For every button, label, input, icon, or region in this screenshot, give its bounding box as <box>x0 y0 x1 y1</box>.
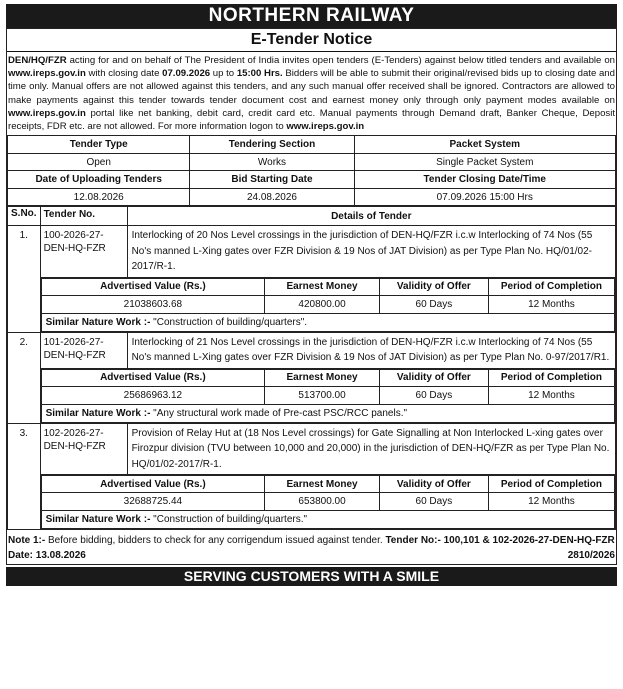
earnest-money: 653800.00 <box>265 493 380 511</box>
header-tendering-section: Tendering Section <box>190 136 354 154</box>
notice-body <box>6 28 617 565</box>
tender-number: 100-2026-27-DEN-HQ-FZR <box>40 226 127 278</box>
intro-site-link[interactable]: www.ireps.gov.in <box>8 68 86 80</box>
header-closing-date: Tender Closing Date/Time <box>354 171 615 189</box>
upload-date-value: 12.08.2026 <box>8 189 190 206</box>
period-of-completion: 12 Months <box>488 493 614 511</box>
validity-of-offer: 60 Days <box>379 493 488 511</box>
tender-notice <box>6 4 617 586</box>
tender-description: Interlocking of 20 Nos Level crossings in the jurisdiction of DEN-HQ/FZR i.c.w Interlocking of 74 Nos (55 No's manned L-Xing gates over FZR Division & 19 Nos of JAT Division) as per Type Plan No. HQ/01/02-2017/R-1. <box>127 226 615 278</box>
header-earnest-money: Earnest Money <box>265 476 380 493</box>
header-bid-start-date: Bid Starting Date <box>190 171 354 189</box>
tender-value-table <box>41 475 615 529</box>
header-validity: Validity of Offer <box>379 476 488 493</box>
tender-description: Interlocking of 21 Nos Level crossings in the jurisdiction of DEN-HQ/FZR i.c.w Interlocking of 74 Nos (55 No's manned L-Xing gates over FZR Division & 19 Nos of JAT Division) as per Type Plan No. 0-97/2017/R1. <box>127 332 615 368</box>
tender-sno: 1. <box>8 226 41 333</box>
similar-nature-work <box>41 404 614 422</box>
intro-text-2: with closing date <box>85 68 163 80</box>
note-section <box>7 530 616 564</box>
intro-closing-time: 15:00 Hrs. <box>236 68 283 80</box>
header-advertised-value: Advertised Value (Rs.) <box>41 369 265 386</box>
header-validity: Validity of Offer <box>379 278 488 295</box>
advertised-value: 32688725.44 <box>41 493 265 511</box>
validity-of-offer: 60 Days <box>379 295 488 313</box>
header-upload-date: Date of Uploading Tenders <box>8 171 190 189</box>
railway-title: NORTHERN RAILWAY <box>6 4 617 28</box>
earnest-money: 513700.00 <box>265 386 380 404</box>
header-completion: Period of Completion <box>488 278 614 295</box>
header-completion: Period of Completion <box>488 476 614 493</box>
header-advertised-value: Advertised Value (Rs.) <box>41 476 265 493</box>
similar-nature-text: "Any structural work made of Pre-cast PSC/RCC panels." <box>150 407 408 419</box>
tender-details-table <box>7 206 616 530</box>
intro-text-4: Bidders will be able to submit their original/revised bids up to closing date and time only. Manual offers are not allowed against this tenders, and any such manual offer received shall be ignored. Contractors are allowed to make payments against this tender towards tender document cost and earnest money only through only payment modes available on <box>8 68 615 106</box>
tender-value-table <box>41 369 615 423</box>
note-label: Note 1:- <box>8 535 46 547</box>
validity-of-offer: 60 Days <box>379 386 488 404</box>
tender-value-table <box>41 278 615 332</box>
notice-title: E-Tender Notice <box>7 29 616 52</box>
intro-paragraph <box>7 52 616 135</box>
similar-nature-text: "Construction of building/quarters." <box>150 514 308 526</box>
period-of-completion: 12 Months <box>488 295 614 313</box>
intro-text-3: up to <box>210 68 237 80</box>
tender-description: Provision of Relay Hut at (18 Nos Level crossings) for Gate Signalling at Non Interlocked L-xing gates over Firozpur division (TVU between 10,000 and 20,000) in the jurisdiction of DEN-HQ/FZR as per Type Plan No. HQ/01/02-2017/R-1. <box>127 423 615 475</box>
tender-row <box>8 423 616 475</box>
slogan-banner: SERVING CUSTOMERS WITH A SMILE <box>6 567 617 586</box>
tendering-section-value: Works <box>190 154 354 171</box>
advertised-value: 25686963.12 <box>41 386 265 404</box>
similar-nature-text: "Construction of building/quarters". <box>150 316 308 328</box>
similar-nature-label: Similar Nature Work :- <box>45 514 151 526</box>
similar-nature-label: Similar Nature Work :- <box>45 316 151 328</box>
intro-site-link-3[interactable]: www.ireps.gov.in <box>286 121 365 133</box>
similar-nature-work <box>41 511 614 529</box>
tender-row <box>8 332 616 368</box>
period-of-completion: 12 Months <box>488 386 614 404</box>
header-completion: Period of Completion <box>488 369 614 386</box>
intro-org: DEN/HQ/FZR <box>8 55 67 66</box>
tender-row <box>8 226 616 278</box>
tender-meta-table <box>7 135 616 206</box>
packet-system-value: Single Packet System <box>354 154 615 171</box>
intro-text-5: portal like net banking, debit card, credit card etc. Manual payments through Demand draft, Banker Cheque, Deposit receipts, FDR etc. are not allowed. For more information logon to <box>8 107 615 133</box>
tender-sno: 3. <box>8 423 41 530</box>
header-earnest-money: Earnest Money <box>265 278 380 295</box>
header-validity: Validity of Offer <box>379 369 488 386</box>
header-advertised-value: Advertised Value (Rs.) <box>41 278 265 295</box>
header-packet-system: Packet System <box>354 136 615 154</box>
header-earnest-money: Earnest Money <box>265 369 380 386</box>
similar-nature-label: Similar Nature Work :- <box>45 407 151 419</box>
tender-number: 102-2026-27-DEN-HQ-FZR <box>40 423 127 475</box>
note-text: Before bidding, bidders to check for any corrigendum issued against tender. <box>45 535 386 547</box>
header-details: Details of Tender <box>127 207 615 226</box>
closing-date-value: 07.09.2026 15:00 Hrs <box>354 189 615 206</box>
intro-text-1: acting for and on behalf of The President of India invites open tenders (E-Tenders) against below titled tenders and available on <box>66 55 615 66</box>
tender-type-value: Open <box>8 154 190 171</box>
earnest-money: 420800.00 <box>265 295 380 313</box>
header-sno: S.No. <box>8 207 41 226</box>
header-tender-type: Tender Type <box>8 136 190 154</box>
tender-sno: 2. <box>8 332 41 423</box>
bid-start-date-value: 24.08.2026 <box>190 189 354 206</box>
header-tender-no: Tender No. <box>40 207 127 226</box>
similar-nature-work <box>41 313 614 331</box>
tender-number: 101-2026-27-DEN-HQ-FZR <box>40 332 127 368</box>
intro-site-link-2[interactable]: www.ireps.gov.in <box>8 107 86 119</box>
advertised-value: 21038603.68 <box>41 295 265 313</box>
note-tender-numbers: Tender No:- 100,101 & 102-2026-27-DEN-HQ-FZR Date: 13.08.2026 <box>8 535 615 562</box>
note-reference: 2810/2026 <box>567 550 615 562</box>
intro-closing-date: 07.09.2026 <box>162 68 211 80</box>
